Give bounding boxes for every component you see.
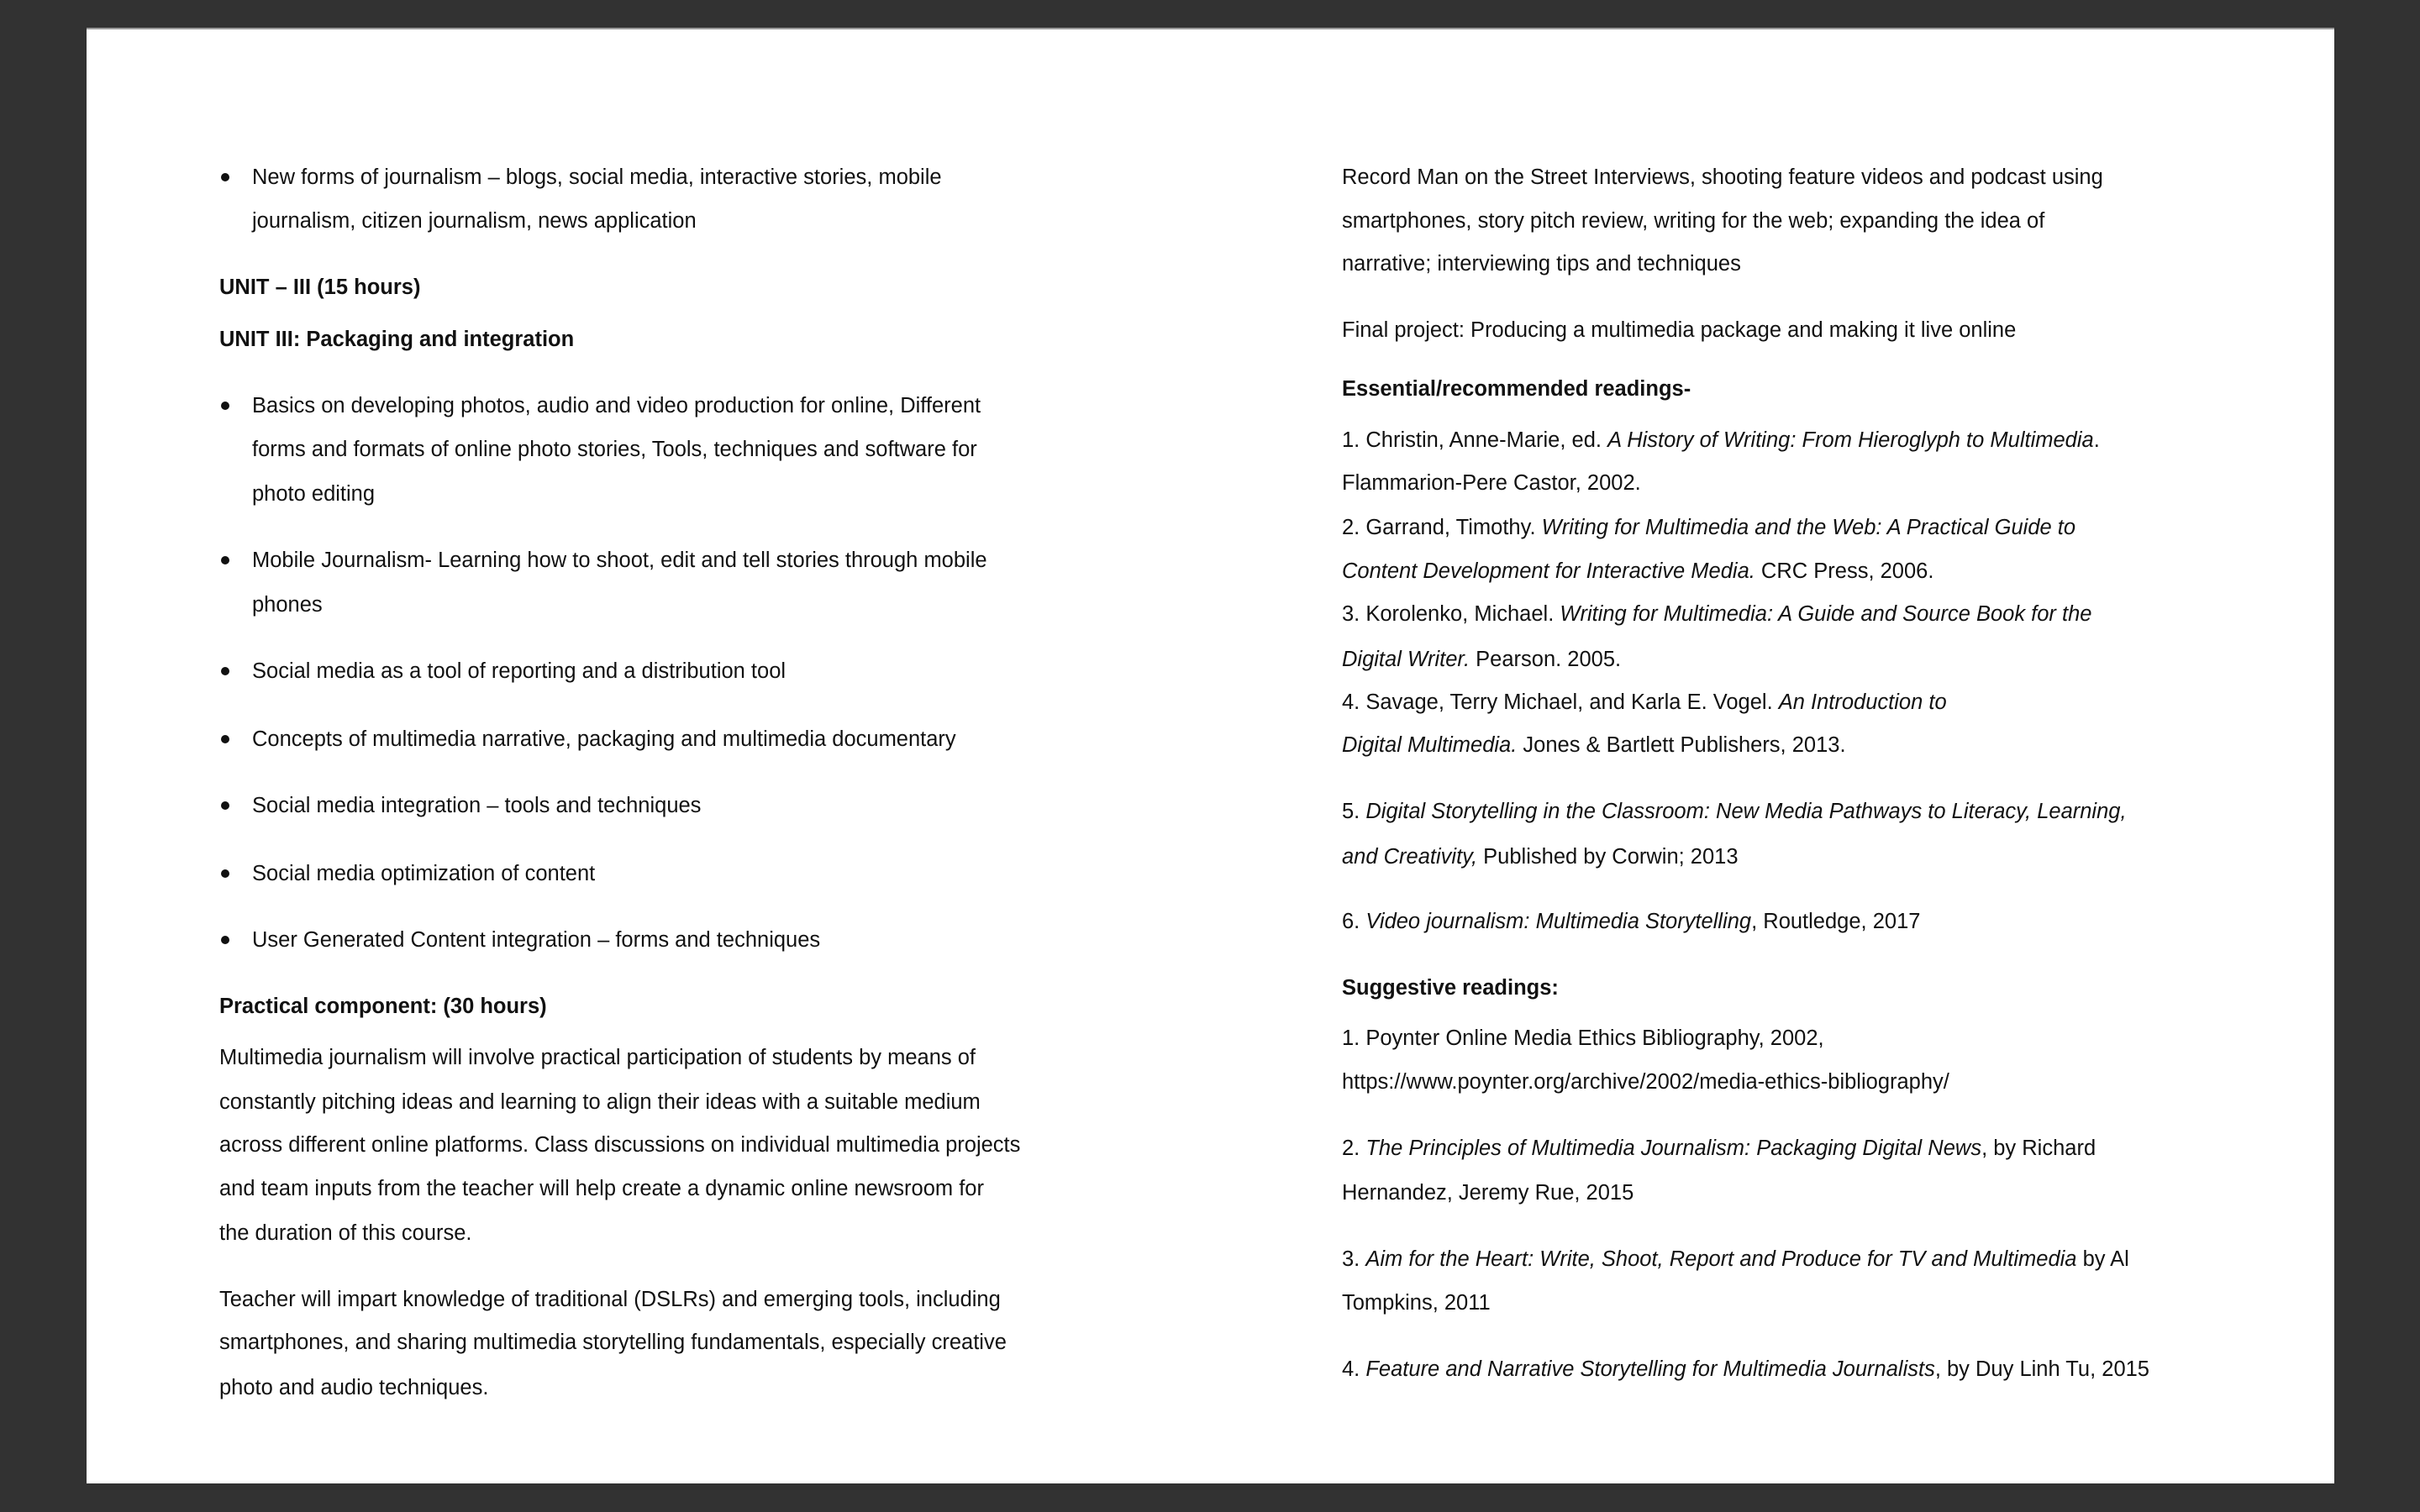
text-line: Multimedia journalism will involve practical participation of students by means of [219,1046,976,1069]
italic-title: Aim for the Heart: Write, Shoot, Report and Produce for TV and Multimedia [1365,1247,2077,1271]
bullet-icon [221,173,229,181]
text-segment: 1. Christin, Anne-Marie, ed. [1342,428,1608,452]
text-line [1342,799,2127,824]
text-line: UNIT III: Packaging and integration [219,328,575,351]
italic-title: A History of Writing: From Hieroglyph to Multimedia [1607,428,2094,452]
text-segment: , by Duy Linh Tu, 2015 [1934,1357,2149,1381]
text-line [1342,515,2075,540]
text-line: across different online platforms. Class discussions on individual multimedia projects [219,1133,1021,1157]
text-line: constantly pitching ideas and learning to align their ideas with a suitable medium [219,1090,981,1114]
text-line: photo and audio techniques. [219,1376,489,1399]
italic-title: The Principles of Multimedia Journalism: Packaging Digital News [1365,1137,1982,1160]
italic-title: and Creativity, [1342,845,1478,869]
italic-title: Writing for Multimedia and the Web: A Practical Guide to [1541,516,2076,539]
text-segment: , Routledge, 2017 [1751,910,1921,933]
text-line: Social media optimization of content [252,862,596,885]
text-line: forms and formats of online photo stories, Tools, techniques and software for [252,438,977,461]
text-line: the duration of this course. [219,1221,472,1245]
text-line: and team inputs from the teacher will help create a dynamic online newsroom for [219,1177,984,1200]
text-line: photo editing [252,482,376,506]
bullet-icon [221,556,229,564]
bullet-icon [221,667,229,675]
text-line: User Generated Content integration – forms and techniques [252,928,821,952]
text-line [1342,1180,1634,1205]
text-line: Suggestive readings: [1342,976,1559,1000]
text-line: Basics on developing photos, audio and video production for online, Different [252,394,981,417]
text-line: Concepts of multimedia narrative, packaging and multimedia documentary [252,727,956,751]
bullet-icon [221,735,229,743]
text-line [1342,732,1846,758]
text-line [1342,1357,2149,1382]
text-line [1342,559,1933,584]
italic-title: Writing for Multimedia: A Guide and Source Book for the [1560,602,2092,626]
text-line [1342,647,1621,672]
text-line [1342,1026,1824,1051]
bullet-icon [221,869,229,878]
text-segment: CRC Press, 2006. [1754,559,1934,583]
text-segment: Flammarion-Pere Castor, 2002. [1342,471,1641,495]
text-segment: Hernandez, Jeremy Rue, 2015 [1342,1181,1634,1205]
text-segment: 3. Korolenko, Michael. [1342,602,1560,626]
text-line [1342,690,1947,715]
bullet-icon [221,936,229,944]
text-line: journalism, citizen journalism, news application [252,209,697,233]
italic-title: Video journalism: Multimedia Storytelling [1365,910,1752,933]
text-line [1342,1290,1491,1315]
text-line [1342,844,1739,869]
text-line: Final project: Producing a multimedia package and making it live online [1342,318,2017,342]
text-segment: Jones & Bartlett Publishers, 2013. [1517,733,1846,757]
text-line [1342,470,1641,496]
text-line: Teacher will impart knowledge of traditional (DSLRs) and emerging tools, including [219,1288,1001,1311]
text-line: Social media as a tool of reporting and a distribution tool [252,659,786,683]
bullet-icon [221,402,229,410]
text-segment: 4. Savage, Terry Michael, and Karla E. Vogel. [1342,690,1779,714]
italic-title: Feature and Narrative Storytelling for Multimedia Journalists [1365,1357,1935,1381]
text-line: Record Man on the Street Interviews, shooting feature videos and podcast using [1342,165,2103,189]
text-line: UNIT – III (15 hours) [219,276,421,299]
text-line: phones [252,593,323,617]
text-segment: , by Richard [1981,1137,2096,1160]
text-segment: 6. [1342,910,1366,933]
text-line: smartphones, story pitch review, writing for the web; expanding the idea of [1342,209,2045,233]
text-line: Essential/recommended readings- [1342,377,1691,401]
bullet-icon [221,801,229,810]
text-line [1342,1069,1949,1095]
text-segment: 5. [1342,800,1366,823]
text-segment: Tompkins, 2011 [1342,1291,1491,1315]
text-line: Social media integration – tools and techniques [252,794,702,817]
text-segment: . [2093,428,2100,452]
text-segment: Published by Corwin; 2013 [1477,845,1739,869]
text-line [1342,601,2091,627]
text-line [1342,909,1920,934]
text-segment: 2. Garrand, Timothy. [1342,516,1542,539]
text-line [1342,1136,2096,1161]
italic-title: Digital Multimedia. [1342,733,1518,757]
text-segment: Pearson. 2005. [1470,648,1622,671]
text-line: narrative; interviewing tips and techniques [1342,252,1741,276]
text-segment: 2. [1342,1137,1366,1160]
text-line: Mobile Journalism- Learning how to shoot, edit and tell stories through mobile [252,549,987,572]
text-line: New forms of journalism – blogs, social media, interactive stories, mobile [252,165,942,189]
text-segment: https://www.poynter.org/archive/2002/media-ethics-bibliography/ [1342,1070,1949,1094]
document-page [87,28,2334,1483]
text-line [1342,1247,2129,1272]
italic-title: Content Development for Interactive Media. [1342,559,1755,583]
text-segment: 1. Poynter Online Media Ethics Bibliography, 2002, [1342,1026,1824,1050]
text-segment: 3. [1342,1247,1366,1271]
italic-title: Digital Storytelling in the Classroom: New Media Pathways to Literacy, Learning, [1365,800,2127,823]
text-segment: by Al [2076,1247,2129,1271]
italic-title: Digital Writer. [1342,648,1470,671]
text-segment: 4. [1342,1357,1366,1381]
italic-title: An Introduction to [1778,690,1947,714]
text-line [1342,428,2100,453]
text-line: smartphones, and sharing multimedia storytelling fundamentals, especially creative [219,1331,1007,1354]
text-line: Practical component: (30 hours) [219,995,547,1018]
